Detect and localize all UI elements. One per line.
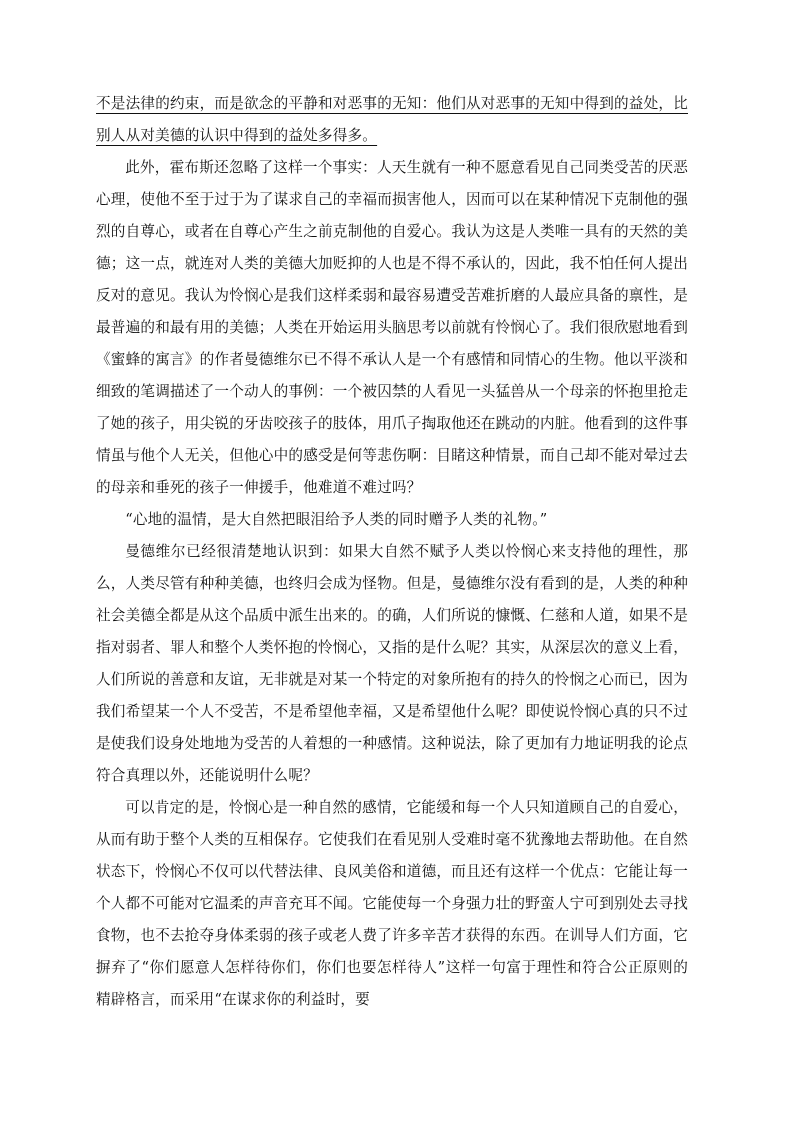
document-page [96, 88, 688, 1016]
paragraph-5: 可以肯定的是，怜悯心是一种自然的感情，它能缓和每一个人只知道顾自己的自爱心，从而有助于整个人类的互相保存。它使我们在看见别人受难时毫不犹豫地去帮助他。在自然状态下，怜悯心不仅可以代替法律、良风美俗和道德，而且还有这样一个优点：它能让每一个人都不可能对它温柔的声音充耳不闻。它能使每一个身强力壮的野蛮人宁可到别处去寻找食物，也不去抢夺身体柔弱的孩子或老人费了许多辛苦才获得的东西。在训导人们方面，它摒弃了“你们愿意人怎样待你们，你们也要怎样待人”这样一句富于理性和符合公正原则的精辟格言，而采用“在谋求你的利益时，要 [96, 799, 688, 1008]
paragraph-3-quote: “心地的温情，是大自然把眼泪给予人类的同时赠予人类的礼物。” [125, 511, 548, 528]
paragraph-1: 不是法律的约束，而是欲念的平静和对恶事的无知：他们从对恶事的无知中得到的益处，比别人从对美德的认识中得到的益处多得多。 [96, 95, 688, 144]
paragraph-2: 此外，霍布斯还忽略了这样一个事实：人天生就有一种不愿意看见自己同类受苦的厌恶心理，使他不至于过于为了谋求自己的幸福而损害他人，因而可以在某种情况下克制他的强烈的自尊心，或者在自尊心产生之前克制他的自爱心。我认为这是人类唯一具有的天然的美德；这一点，就连对人类的美德大加贬抑的人也是不得不承认的，因此，我不怕任何人提出反对的意见。我认为怜悯心是我们这样柔弱和最容易遭受苦难折磨的人最应具备的禀性，是最普遍的和最有用的美德；人类在开始运用头脑思考以前就有怜悯心了。我们很欣慰地看到《蜜蜂的寓言》的作者曼德维尔已不得不承认人是一个有感情和同情心的生物。他以平淡和细致的笔调描述了一个动人的事例：一个被囚禁的人看见一头猛兽从一个母亲的怀抱里抢走了她的孩子，用尖锐的牙齿咬孩子的肢体，用爪子掏取他还在跳动的内脏。他看到的这件事情虽与他个人无关，但他心中的感受是何等悲伤啊：目睹这种情景，而自己却不能对晕过去的母亲和垂死的孩子一伸援手，他难道不难过吗？ [96, 159, 688, 496]
paragraph-4: 曼德维尔已经很清楚地认识到：如果大自然不赋予人类以怜悯心来支持他的理性，那么，人类尽管有种种美德，也终归会成为怪物。但是，曼德维尔没有看到的是，人类的种种社会美德全都是从这个品质中派生出来的。的确，人们所说的慷慨、仁慈和人道，如果不是指对弱者、罪人和整个人类怀抱的怜悯心，又指的是什么呢？其实，从深层次的意义上看，人们所说的善意和友谊，无非就是对某一个特定的对象所抱有的持久的怜悯之心而已，因为我们希望某一个人不受苦，不是希望他幸福，又是希望他什么呢？即使说怜悯心真的只不过是使我们设身处地地为受苦的人着想的一种感情。这种说法，除了更加有力地证明我的论点符合真理以外，还能说明什么呢？ [96, 543, 688, 784]
